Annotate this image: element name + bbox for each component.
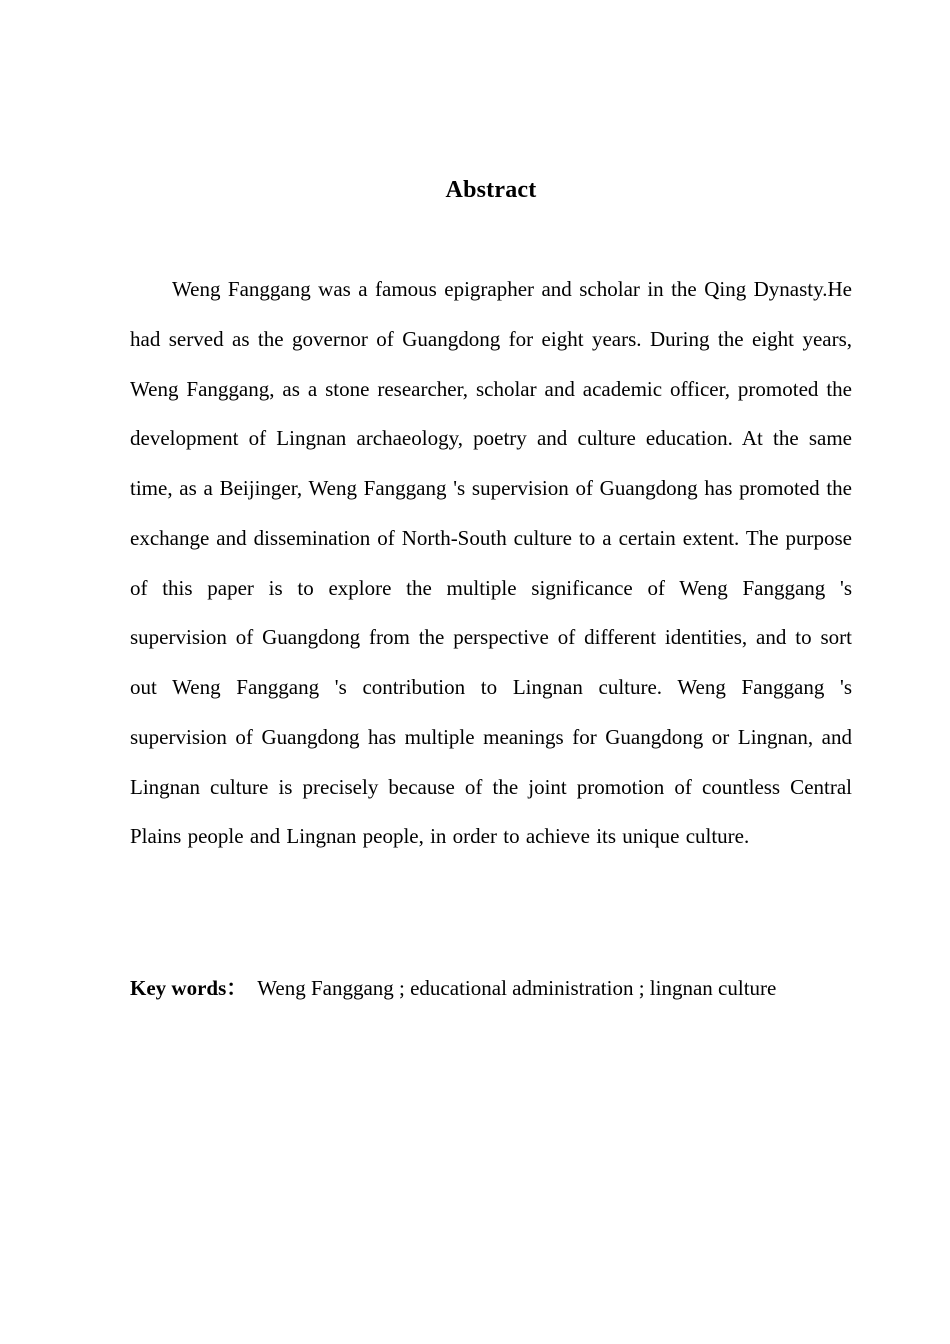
keywords-text: Weng Fanggang ; educational administration ; lingnan culture (257, 976, 777, 1000)
abstract-paragraph: Weng Fanggang was a famous epigrapher and scholar in the Qing Dynasty.He had served as the governor of Guangdong for eight years. During the eight years, Weng Fanggang, as a stone researcher, scholar and academic officer, promoted the development of Lingnan archaeology, poetry and culture education. At the same time, as a Beijinger, Weng Fanggang 's supervision of Guangdong has promoted the exchange and dissemination of North-South culture to a certain extent. The purpose of this paper is to explore the multiple significance of Weng Fanggang 's supervision of Guangdong from the perspective of different identities, and to sort out Weng Fanggang 's contribution to Lingnan culture. Weng Fanggang 's supervision of Guangdong has multiple meanings for Guangdong or Lingnan, and Lingnan culture is precisely because of the joint promotion of countless Central Plains people and Lingnan people, in order to achieve its unique culture. (130, 277, 852, 849)
keywords-line (130, 963, 852, 1013)
keywords-label: Key words： (130, 976, 248, 1000)
page-title: Abstract (445, 177, 537, 203)
